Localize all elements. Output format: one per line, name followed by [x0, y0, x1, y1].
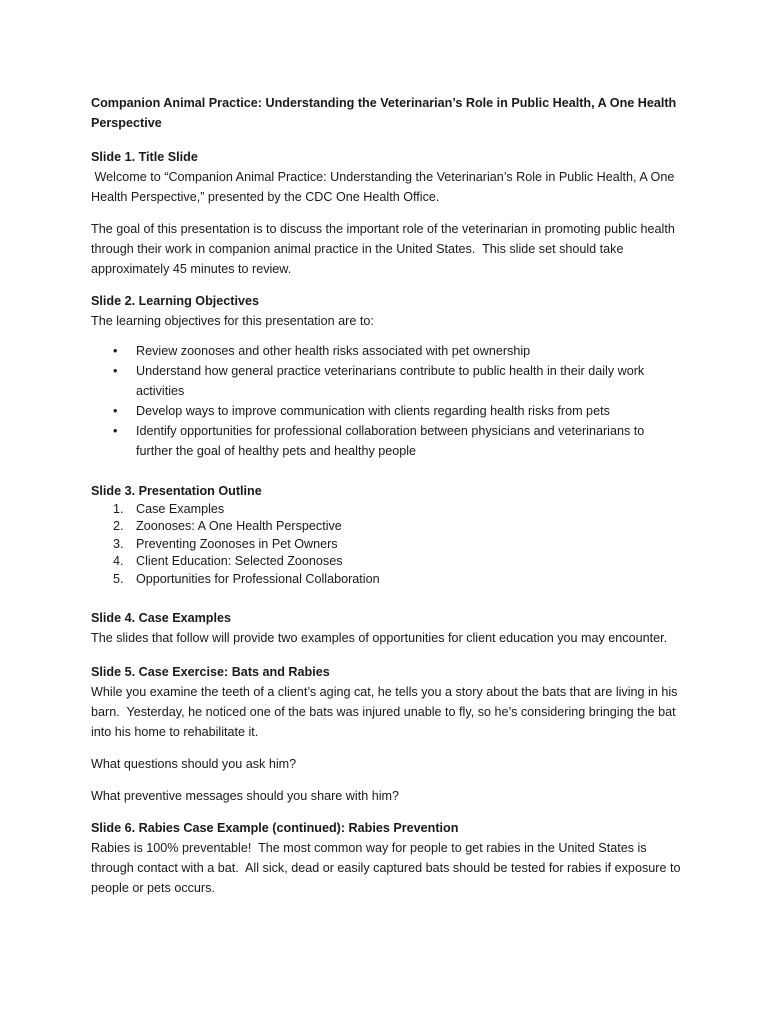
- bullet-icon: •: [113, 424, 118, 438]
- presentation-outline-list: [91, 501, 681, 588]
- list-item: [91, 421, 681, 461]
- slide1-heading: Slide 1. Title Slide: [91, 150, 198, 164]
- list-item: [91, 341, 681, 361]
- slide5-heading: Slide 5. Case Exercise: Bats and Rabies: [91, 665, 330, 680]
- list-item-text: Client Education: Selected Zoonoses: [136, 554, 343, 569]
- list-item: [91, 571, 681, 588]
- document-title: Companion Animal Practice: Understanding the Veterinarian’s Role in Public Health, A One Health Perspective: [91, 96, 677, 130]
- bullet-icon: •: [113, 364, 118, 378]
- list-item: [91, 536, 681, 553]
- list-number: 4.: [113, 554, 124, 569]
- slide2-intro: The learning objectives for this presentation are to:: [91, 314, 374, 328]
- slide1-goal-paragraph: The goal of this presentation is to discuss the important role of the veterinarian in promoting public health through their work in companion animal practice in the United States. This slide set should take approximately 45 minutes to review.: [91, 222, 679, 276]
- slide6-heading: Slide 6. Rabies Case Example (continued): Rabies Prevention: [91, 821, 459, 836]
- slide3-heading: Slide 3. Presentation Outline: [91, 484, 262, 498]
- list-item-text: Identify opportunities for professional collaboration between physicians and veterinarians to further the goal of healthy pets and healthy people: [136, 424, 645, 458]
- slide4-heading: Slide 4. Case Examples: [91, 611, 232, 626]
- list-item-text: Understand how general practice veterinarians contribute to public health in their daily work activities: [136, 364, 645, 398]
- list-item: [91, 518, 681, 535]
- slide4-paragraph: The slides that follow will provide two examples of opportunities for client education you may encounter.: [91, 631, 668, 646]
- slide5-scenario-paragraph: While you examine the teeth of a client’s aging cat, he tells you a story about the bats that are living in his barn. Yesterday, he noticed one of the bats was injured unable to fly, so he’s considering bringing the bat into his home to rehabilitate it.: [91, 685, 681, 740]
- slide6-paragraph: Rabies is 100% preventable! The most common way for people to get rabies in the United States is through contact with a bat. All sick, dead or easily captured bats should be tested for rabies if exposure to people or pets occurs.: [91, 841, 684, 896]
- document-body: [91, 93, 684, 910]
- list-item-text: Review zoonoses and other health risks associated with pet ownership: [136, 344, 531, 358]
- bullet-icon: •: [113, 344, 118, 358]
- slide5-question-1: What questions should you ask him?: [91, 757, 297, 772]
- list-item-text: Preventing Zoonoses in Pet Owners: [136, 536, 338, 551]
- list-item-text: Zoonoses: A One Health Perspective: [136, 519, 342, 534]
- list-number: 5.: [113, 571, 124, 586]
- list-item: [91, 553, 681, 570]
- list-number: 1.: [113, 502, 124, 516]
- bullet-icon: •: [113, 404, 118, 418]
- learning-objectives-list: [91, 341, 681, 461]
- list-number: 3.: [113, 536, 124, 551]
- list-item-text: Develop ways to improve communication with clients regarding health risks from pets: [136, 404, 610, 418]
- list-item-text: Case Examples: [136, 502, 225, 516]
- list-item: [91, 361, 681, 401]
- slide5-question-2: What preventive messages should you share with him?: [91, 789, 399, 804]
- list-number: 2.: [113, 519, 124, 534]
- list-item: [91, 501, 681, 518]
- slide2-heading: Slide 2. Learning Objectives: [91, 294, 259, 308]
- list-item: [91, 401, 681, 421]
- slide1-welcome-paragraph: Welcome to “Companion Animal Practice: Understanding the Veterinarian’s Role in Public Health, A One Health Perspective,” presented by the CDC One Health Office.: [91, 170, 678, 204]
- list-item-text: Opportunities for Professional Collaboration: [136, 571, 380, 586]
